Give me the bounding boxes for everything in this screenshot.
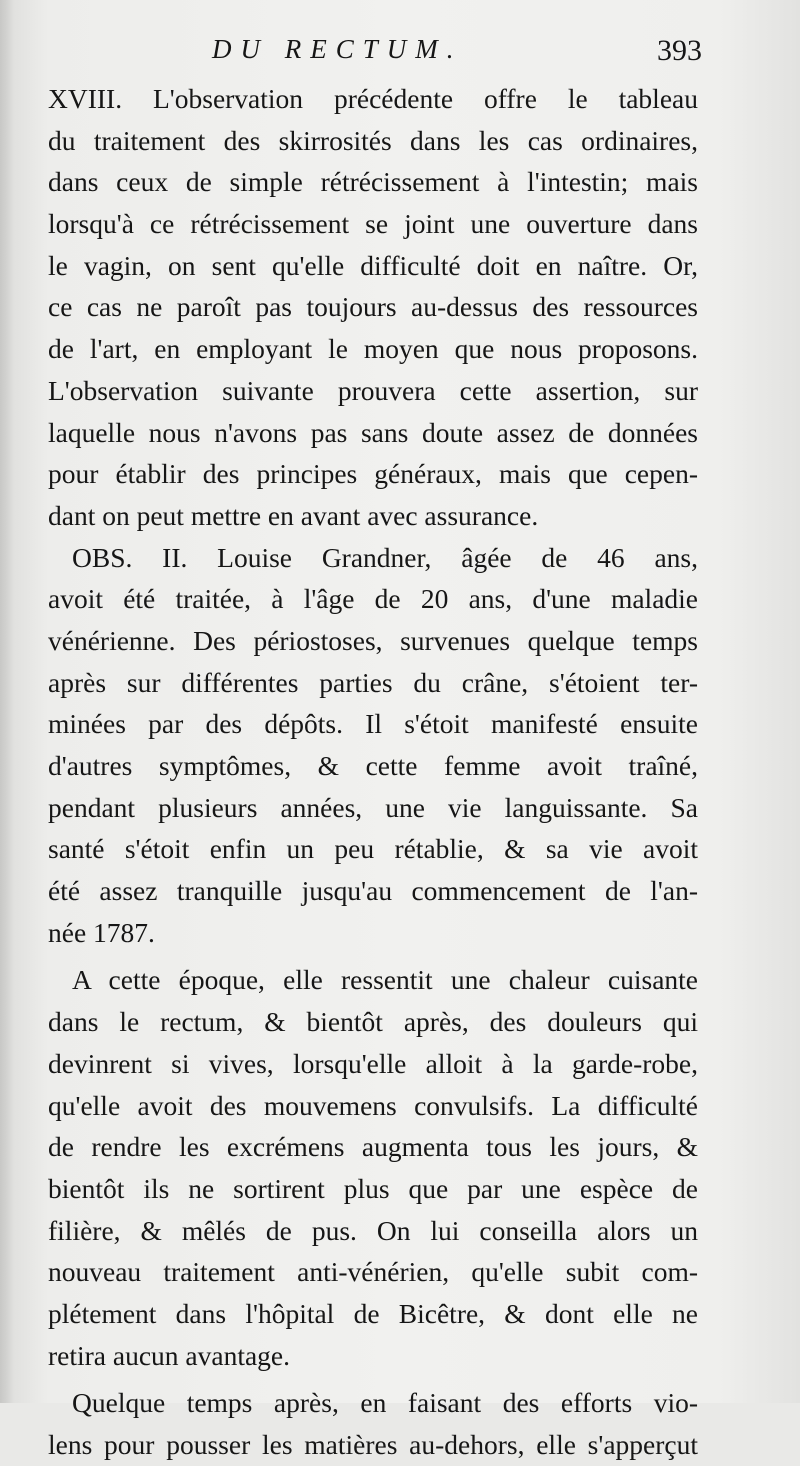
text-line: dant on peut mettre en avant avec assurance. xyxy=(48,499,539,531)
text-line: dans ceux de simple rétrécissement à l'intestin; mais xyxy=(48,166,698,198)
text-line: plétement dans l'hôpital de Bicêtre, & dont elle ne xyxy=(48,1297,698,1329)
page-gutter-shadow xyxy=(0,0,14,1403)
text-line: du traitement des skirrosités dans les cas ordinaires, xyxy=(48,124,698,156)
text-line: avoit été traitée, à l'âge de 20 ans, d'une maladie xyxy=(48,583,698,615)
text-line: XVIII. L'observation précédente offre le tableau xyxy=(48,83,698,114)
text-line: OBS. II. Louise Grandner, âgée de 46 ans, xyxy=(72,541,698,573)
text-line: le vagin, on sent qu'elle difficulté doit en naître. Or, xyxy=(48,249,698,281)
text-line: nouveau traitement anti-vénérien, qu'elle subit com- xyxy=(48,1256,698,1288)
paragraph-xviii xyxy=(48,78,698,537)
text-line: d'autres symptômes, & cette femme avoit traîné, xyxy=(48,750,698,781)
paragraph-obs-ii xyxy=(48,537,698,954)
text-line: minées par des dépôts. Il s'étoit manifesté ensuite xyxy=(48,708,698,740)
text-line: santé s'étoit enfin un peu rétablie, & sa vie avoit xyxy=(48,833,698,865)
text-line: lorsqu'à ce rétrécissement se joint une ouverture dans xyxy=(48,208,698,240)
text-line: vénérienne. Des périostoses, survenues quelque temps xyxy=(48,624,698,656)
text-line: L'observation suivante prouvera cette assertion, sur xyxy=(48,374,698,406)
page-header xyxy=(0,34,800,74)
text-line: de l'art, en employant le moyen que nous proposons. xyxy=(48,333,698,365)
paragraph-a-cette-epoque xyxy=(48,959,698,1376)
paragraph-quelque-temps xyxy=(48,1382,698,1465)
text-line: retira aucun avantage. xyxy=(48,1339,291,1371)
text-line: Quelque temps après, en faisant des efforts vio- xyxy=(72,1387,698,1419)
text-line: après sur différentes parties du crâne, s'étoient ter- xyxy=(48,666,698,698)
running-title: DU RECTUM. xyxy=(212,34,463,64)
page-number: 393 xyxy=(657,34,702,67)
text-line: née 1787. xyxy=(48,916,155,948)
text-line: bientôt ils ne sortirent plus que par une espèce de xyxy=(48,1172,698,1204)
text-line: de rendre les excrémens augmenta tous les jours, & xyxy=(48,1131,698,1163)
text-line: A cette époque, elle ressentit une chaleur cuisante xyxy=(72,964,698,996)
text-line: qu'elle avoit des mouvemens convulsifs. La difficulté xyxy=(48,1089,698,1121)
text-line: pendant plusieurs années, une vie languissante. Sa xyxy=(48,791,698,823)
text-line: laquelle nous n'avons pas sans doute assez de données xyxy=(48,416,698,448)
text-line: devinrent si vives, lorsqu'elle alloit à la garde-robe, xyxy=(48,1047,698,1079)
text-line: pour établir des principes généraux, mais que cepen- xyxy=(48,458,698,490)
text-line: filière, & mêlés de pus. On lui conseilla alors un xyxy=(48,1214,698,1246)
text-line: ce cas ne paroît pas toujours au-dessus des ressources xyxy=(48,291,698,323)
text-line: été assez tranquille jusqu'au commencement de l'an- xyxy=(48,875,698,907)
text-line: lens pour pousser les matières au-dehors, elle s'apperçut xyxy=(48,1429,698,1460)
text-line: dans le rectum, & bientôt après, des douleurs qui xyxy=(48,1006,698,1038)
body-text xyxy=(48,78,698,1466)
